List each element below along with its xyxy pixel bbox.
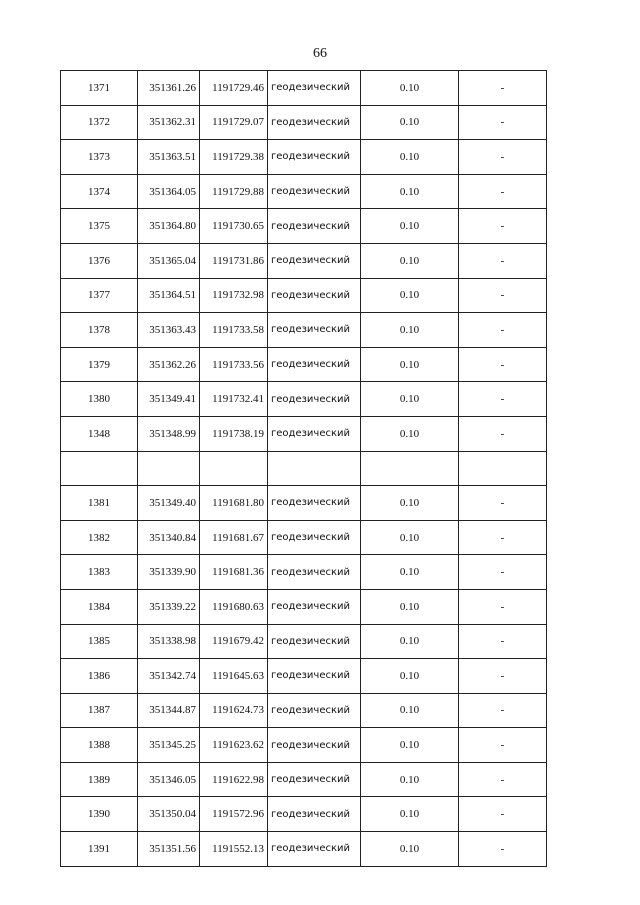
method-cell: геодезический	[268, 209, 361, 244]
accuracy-cell: 0.10	[361, 486, 459, 521]
description-cell: -	[459, 313, 547, 348]
x-coordinate-cell: 351362.31	[138, 105, 200, 140]
description-cell: -	[459, 486, 547, 521]
method-cell: геодезический	[268, 624, 361, 659]
description-cell: -	[459, 278, 547, 313]
point-number-cell: 1390	[61, 797, 138, 832]
accuracy-cell: 0.10	[361, 762, 459, 797]
method-cell: геодезический	[268, 278, 361, 313]
table-row	[61, 520, 547, 555]
y-coordinate-cell: 1191623.62	[200, 728, 268, 763]
accuracy-cell: 0.10	[361, 140, 459, 175]
method-cell: геодезический	[268, 832, 361, 867]
method-cell: геодезический	[268, 728, 361, 763]
accuracy-cell: 0.10	[361, 520, 459, 555]
y-coordinate-cell: 1191679.42	[200, 624, 268, 659]
accuracy-cell: 0.10	[361, 624, 459, 659]
x-coordinate-cell: 351346.05	[138, 762, 200, 797]
y-coordinate-cell: 1191733.58	[200, 313, 268, 348]
table-row	[61, 278, 547, 313]
point-number-cell: 1375	[61, 209, 138, 244]
method-cell: геодезический	[268, 797, 361, 832]
y-coordinate-cell: 1191729.88	[200, 174, 268, 209]
point-number-cell: 1379	[61, 347, 138, 382]
table-row	[61, 313, 547, 348]
table-row	[61, 174, 547, 209]
description-cell: -	[459, 140, 547, 175]
table-row	[61, 140, 547, 175]
description-cell: -	[459, 520, 547, 555]
description-cell: -	[459, 659, 547, 694]
point-number-cell: 1383	[61, 555, 138, 590]
description-cell: -	[459, 209, 547, 244]
y-coordinate-cell: 1191730.65	[200, 209, 268, 244]
method-cell: геодезический	[268, 313, 361, 348]
description-cell: -	[459, 624, 547, 659]
description-cell: -	[459, 762, 547, 797]
accuracy-cell: 0.10	[361, 71, 459, 106]
table-row	[61, 624, 547, 659]
x-coordinate-cell: 351349.41	[138, 382, 200, 417]
method-cell: геодезический	[268, 555, 361, 590]
x-coordinate-cell: 351362.26	[138, 347, 200, 382]
table-row	[61, 451, 547, 486]
accuracy-cell: 0.10	[361, 797, 459, 832]
table-row	[61, 693, 547, 728]
y-coordinate-cell: 1191681.67	[200, 520, 268, 555]
x-coordinate-cell: 351363.43	[138, 313, 200, 348]
y-coordinate-cell: 1191731.86	[200, 243, 268, 278]
description-cell: -	[459, 589, 547, 624]
x-coordinate-cell: 351348.99	[138, 416, 200, 451]
point-number-cell: 1372	[61, 105, 138, 140]
description-cell: -	[459, 416, 547, 451]
accuracy-cell: 0.10	[361, 832, 459, 867]
table-row	[61, 105, 547, 140]
point-number-cell: 1348	[61, 416, 138, 451]
point-number-cell: 1371	[61, 71, 138, 106]
table-row	[61, 243, 547, 278]
method-cell: геодезический	[268, 243, 361, 278]
table-row	[61, 347, 547, 382]
y-coordinate-cell: 1191732.41	[200, 382, 268, 417]
y-coordinate-cell: 1191552.13	[200, 832, 268, 867]
y-coordinate-cell: 1191729.46	[200, 71, 268, 106]
point-number-cell: 1380	[61, 382, 138, 417]
page-number: 66	[313, 46, 327, 61]
description-cell: -	[459, 832, 547, 867]
y-coordinate-cell: 1191681.36	[200, 555, 268, 590]
table-row	[61, 555, 547, 590]
accuracy-cell: 0.10	[361, 313, 459, 348]
method-cell	[268, 451, 361, 486]
x-coordinate-cell: 351339.90	[138, 555, 200, 590]
x-coordinate-cell: 351351.56	[138, 832, 200, 867]
point-number-cell: 1378	[61, 313, 138, 348]
description-cell: -	[459, 382, 547, 417]
coordinates-table	[60, 70, 547, 867]
x-coordinate-cell: 351344.87	[138, 693, 200, 728]
point-number-cell: 1382	[61, 520, 138, 555]
method-cell: геодезический	[268, 382, 361, 417]
x-coordinate-cell: 351364.51	[138, 278, 200, 313]
x-coordinate-cell: 351345.25	[138, 728, 200, 763]
x-coordinate-cell: 351349.40	[138, 486, 200, 521]
point-number-cell: 1391	[61, 832, 138, 867]
method-cell: геодезический	[268, 105, 361, 140]
point-number-cell: 1386	[61, 659, 138, 694]
description-cell: -	[459, 243, 547, 278]
method-cell: геодезический	[268, 140, 361, 175]
point-number-cell: 1377	[61, 278, 138, 313]
x-coordinate-cell: 351340.84	[138, 520, 200, 555]
method-cell: геодезический	[268, 486, 361, 521]
y-coordinate-cell: 1191572.96	[200, 797, 268, 832]
point-number-cell: 1385	[61, 624, 138, 659]
table-row	[61, 659, 547, 694]
accuracy-cell: 0.10	[361, 382, 459, 417]
accuracy-cell: 0.10	[361, 347, 459, 382]
accuracy-cell: 0.10	[361, 278, 459, 313]
method-cell: геодезический	[268, 659, 361, 694]
description-cell: -	[459, 555, 547, 590]
point-number-cell: 1388	[61, 728, 138, 763]
y-coordinate-cell: 1191733.56	[200, 347, 268, 382]
point-number-cell: 1387	[61, 693, 138, 728]
point-number-cell: 1381	[61, 486, 138, 521]
accuracy-cell: 0.10	[361, 105, 459, 140]
description-cell: -	[459, 71, 547, 106]
x-coordinate-cell: 351364.05	[138, 174, 200, 209]
table-row	[61, 797, 547, 832]
method-cell: геодезический	[268, 589, 361, 624]
accuracy-cell: 0.10	[361, 243, 459, 278]
y-coordinate-cell: 1191732.98	[200, 278, 268, 313]
method-cell: геодезический	[268, 693, 361, 728]
method-cell: геодезический	[268, 520, 361, 555]
method-cell: геодезический	[268, 347, 361, 382]
point-number-cell: 1376	[61, 243, 138, 278]
y-coordinate-cell: 1191645.63	[200, 659, 268, 694]
point-number-cell: 1389	[61, 762, 138, 797]
description-cell: -	[459, 347, 547, 382]
point-number-cell	[61, 451, 138, 486]
y-coordinate-cell: 1191624.73	[200, 693, 268, 728]
point-number-cell: 1373	[61, 140, 138, 175]
x-coordinate-cell: 351338.98	[138, 624, 200, 659]
table-row	[61, 762, 547, 797]
accuracy-cell: 0.10	[361, 693, 459, 728]
y-coordinate-cell: 1191729.07	[200, 105, 268, 140]
accuracy-cell: 0.10	[361, 659, 459, 694]
table-row	[61, 589, 547, 624]
y-coordinate-cell: 1191622.98	[200, 762, 268, 797]
accuracy-cell	[361, 451, 459, 486]
x-coordinate-cell: 351339.22	[138, 589, 200, 624]
method-cell: геодезический	[268, 71, 361, 106]
method-cell: геодезический	[268, 762, 361, 797]
x-coordinate-cell: 351342.74	[138, 659, 200, 694]
accuracy-cell: 0.10	[361, 555, 459, 590]
table-row	[61, 832, 547, 867]
method-cell: геодезический	[268, 174, 361, 209]
description-cell: -	[459, 174, 547, 209]
point-number-cell: 1374	[61, 174, 138, 209]
y-coordinate-cell	[200, 451, 268, 486]
description-cell: -	[459, 728, 547, 763]
table-row	[61, 71, 547, 106]
y-coordinate-cell: 1191738.19	[200, 416, 268, 451]
x-coordinate-cell: 351364.80	[138, 209, 200, 244]
description-cell: -	[459, 105, 547, 140]
accuracy-cell: 0.10	[361, 416, 459, 451]
table-row	[61, 382, 547, 417]
description-cell: -	[459, 797, 547, 832]
accuracy-cell: 0.10	[361, 209, 459, 244]
x-coordinate-cell: 351363.51	[138, 140, 200, 175]
y-coordinate-cell: 1191681.80	[200, 486, 268, 521]
description-cell	[459, 451, 547, 486]
x-coordinate-cell: 351350.04	[138, 797, 200, 832]
x-coordinate-cell	[138, 451, 200, 486]
table-row	[61, 209, 547, 244]
y-coordinate-cell: 1191680.63	[200, 589, 268, 624]
table-row	[61, 486, 547, 521]
accuracy-cell: 0.10	[361, 589, 459, 624]
description-cell: -	[459, 693, 547, 728]
method-cell: геодезический	[268, 416, 361, 451]
x-coordinate-cell: 351361.26	[138, 71, 200, 106]
y-coordinate-cell: 1191729.38	[200, 140, 268, 175]
table-row	[61, 416, 547, 451]
accuracy-cell: 0.10	[361, 728, 459, 763]
accuracy-cell: 0.10	[361, 174, 459, 209]
x-coordinate-cell: 351365.04	[138, 243, 200, 278]
point-number-cell: 1384	[61, 589, 138, 624]
table-row	[61, 728, 547, 763]
coordinates-table-body	[61, 71, 547, 867]
